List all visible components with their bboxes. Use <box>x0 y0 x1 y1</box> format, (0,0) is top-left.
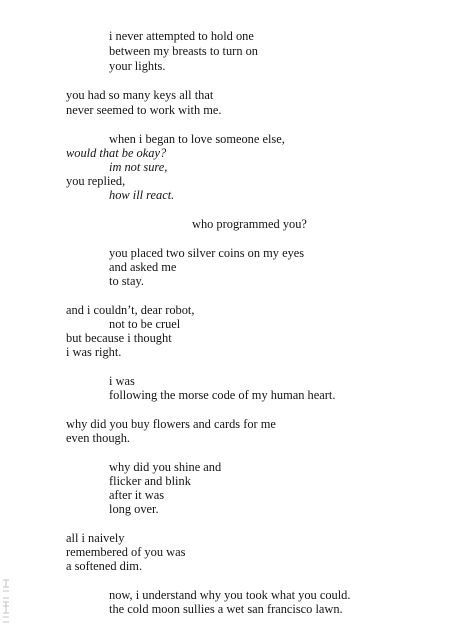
poem-line: after it was <box>109 488 165 502</box>
poem-line: flicker and blink <box>109 474 191 488</box>
poem-line: im not sure, <box>109 160 168 174</box>
poem-line: you replied, <box>66 174 126 188</box>
poem-line: following the morse code of my human heart. <box>109 388 336 402</box>
poem-line: why did you buy flowers and cards for me <box>66 417 276 431</box>
poem-line: would that be okay? <box>66 146 167 160</box>
poem-line: how ill react. <box>109 188 175 202</box>
poem-line: never seemed to work with me. <box>66 103 222 117</box>
page-edge-mark <box>1 578 11 626</box>
poem-line: i was right. <box>66 345 122 359</box>
poem-line: all i naively <box>66 531 125 545</box>
poem-line: to stay. <box>109 274 144 288</box>
poem-line: a softened dim. <box>66 559 143 573</box>
poem-line: who programmed you? <box>192 217 307 231</box>
poem-line: and asked me <box>109 260 177 274</box>
poem-line: not to be cruel <box>109 317 181 331</box>
poem-line: the cold moon sullies a wet san francisco lawn. <box>109 602 343 616</box>
poem-line: i was <box>109 374 135 388</box>
poem-line: why did you shine and <box>109 460 222 474</box>
poem-line: your lights. <box>109 59 166 73</box>
poem-line: you placed two silver coins on my eyes <box>109 246 305 260</box>
poem-line: when i began to love someone else, <box>109 132 285 146</box>
poem-line: even though. <box>66 431 131 445</box>
poem-line: i never attempted to hold one <box>109 29 254 43</box>
poem-line: long over. <box>109 502 159 516</box>
poem-line: remembered of you was <box>66 545 186 559</box>
poem-line: between my breasts to turn on <box>109 44 258 58</box>
poem-line: now, i understand why you took what you could. <box>109 588 351 602</box>
poem-line: you had so many keys all that <box>66 88 214 102</box>
poem-line: but because i thought <box>66 331 172 345</box>
poem-line: and i couldn’t, dear robot, <box>66 303 195 317</box>
